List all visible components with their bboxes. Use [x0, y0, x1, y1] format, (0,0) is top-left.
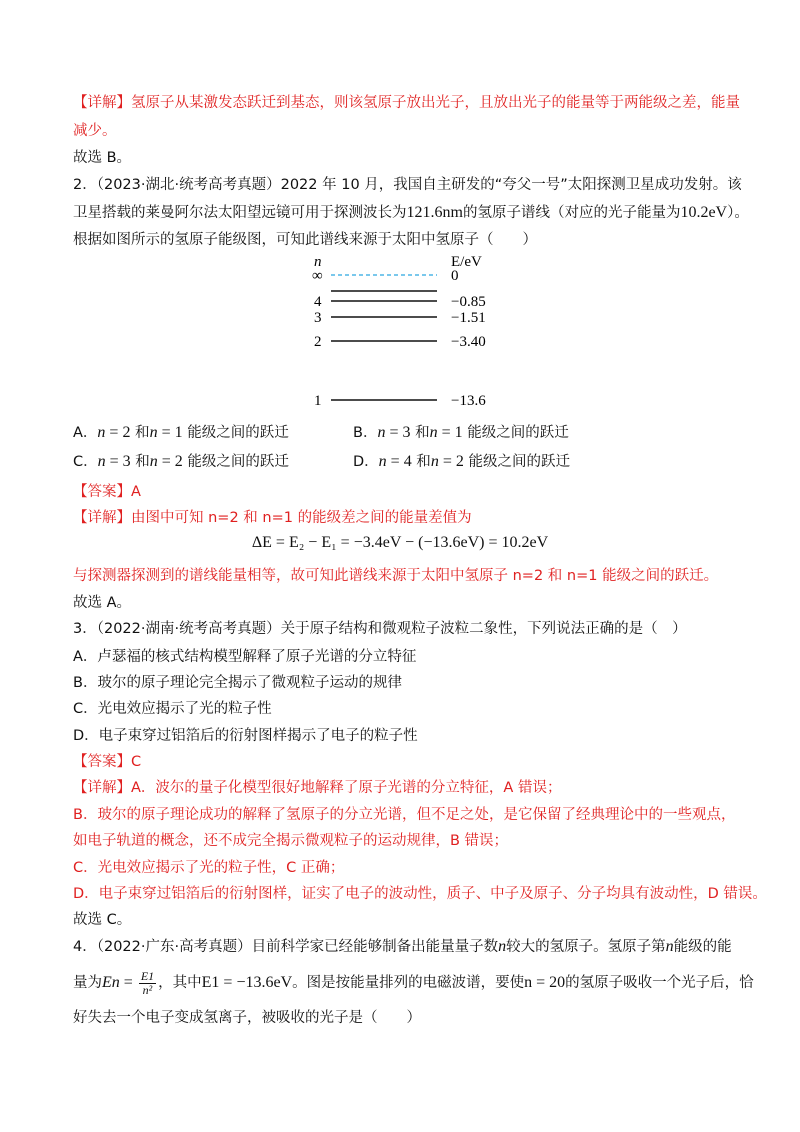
level-energy-label: −13.6: [451, 393, 486, 406]
q3-option-d[interactable]: D．电子束穿过铝箔后的衍射图样揭示了电子的粒子性: [73, 728, 418, 744]
q2-stem-line-2: 卫星搭载的莱曼阿尔法太阳望远镜可用于探测波长为121.6nm的氢原子谱线（对应的光子能量为10.2eV）。: [73, 204, 749, 221]
q3-detail-line-2: B．玻尔的原子理论成功的解释了氢原子的分立光谱，但不足之处，是它保留了经典理论中的一些观点，: [73, 807, 736, 823]
q3-detail-line-4: C．光电效应揭示了光的粒子性，C 正确；: [73, 860, 345, 876]
q4-stem-line-3: 好失去一个电子变成氢离子，被吸收的光子是（ ）: [73, 1010, 421, 1026]
level-n-label: 3: [314, 310, 322, 326]
q3-option-a[interactable]: A．卢瑟福的核式结构模型解释了原子光谱的分立特征: [73, 649, 417, 665]
q2-option-b[interactable]: B．n = 3 和n = 1 能级之间的跃迁: [353, 424, 569, 441]
q2-answer: 【答案】A: [73, 484, 141, 500]
q2-option-c[interactable]: C．n = 3 和n = 2 能级之间的跃迁: [73, 453, 289, 470]
prev-detail-line-2: 减少。: [73, 123, 117, 139]
energy-symbol: En: [102, 974, 120, 991]
level-n-label: 4: [314, 294, 322, 310]
level-n-label: 2: [314, 334, 322, 350]
q2-detail-line-1: 【详解】由图中可知 n=2 和 n=1 的能级差之间的能量差值为: [73, 510, 472, 526]
q3-option-c[interactable]: C．光电效应揭示了光的粒子性: [73, 701, 272, 717]
q3-answer: 【答案】C: [73, 754, 142, 770]
q3-detail-line-3: 如电子轨道的概念，还不成完全揭示微观粒子的运动规律，B 错误；: [73, 833, 509, 849]
q3-detail-line-5: D．电子束穿过铝箔后的衍射图样，证实了电子的波动性，质子、中子及原子、分子均具有波动性，D 错误。: [73, 886, 767, 902]
wavelength-value: 121.6nm: [406, 204, 463, 221]
prev-conclusion: 故选 B。: [73, 150, 132, 166]
level-energy-label: −3.40: [451, 334, 486, 350]
q2-equation: ΔE = E₂ − E₁ = −3.4eV − (−13.6eV) = 10.2eV: [251, 534, 549, 551]
q4-stem-line-1: 4．（2022·广东·高考真题）目前科学家已经能够制备出能量量子数n较大的氢原子。氢原子第n能级的能: [73, 938, 732, 955]
n-axis-header: n: [314, 254, 322, 270]
q3-stem: 3．（2022·湖南·统考高考真题）关于原子结构和微观粒子波粒二象性，下列说法正确的是（ ）: [73, 621, 687, 637]
q4-stem-line-2: 量为En = $\frac{E1}{\text{n²}}$ ，其中E1 = −13.6eV。图是按能量排列的电磁波谱，要使n = 20的氢原子吸收一个光子后，恰: [73, 968, 754, 997]
q2-option-a[interactable]: A．n = 2 和n = 1 能级之间的跃迁: [73, 424, 289, 441]
energy-fraction: $\frac{E1}{\text{n²}}$: [140, 968, 155, 997]
q3-option-b[interactable]: B．玻尔的原子理论完全揭示了微观粒子运动的规律: [73, 675, 402, 691]
level-n-label: ∞: [312, 268, 323, 284]
q2-conclusion: 故选 A。: [73, 595, 132, 611]
q3-detail-line-1: 【详解】A．波尔的量子化模型很好地解释了原子光谱的分立特征，A 错误；: [73, 780, 562, 796]
prev-detail-line-1: 【详解】氢原子从某激发态跃迁到基态，则该氢原子放出光子，且放出光子的能量等于两能级之差，能量: [73, 95, 740, 111]
level-energy-label: 0: [451, 268, 459, 284]
photon-energy-value: 10.2eV: [680, 204, 728, 221]
energy-axis-header: E/eV: [451, 254, 482, 270]
level-energy-label: −0.85: [451, 294, 486, 310]
q3-conclusion: 故选 C。: [73, 912, 132, 928]
level-energy-label: −1.51: [451, 310, 486, 326]
q2-option-d[interactable]: D．n = 4 和n = 2 能级之间的跃迁: [353, 453, 570, 470]
q2-detail-line-2: 与探测器探测到的谱线能量相等，故可知此谱线来源于太阳中氢原子 n=2 和 n=1 能级之间的跃迁。: [73, 568, 719, 584]
detail-tag: 【详解】: [73, 95, 131, 111]
q2-stem-line-3: 根据如图所示的氢原子能级图，可知此谱线来源于太阳中氢原子（ ）: [73, 232, 537, 248]
q2-stem-line-1: 2．（2023·湖北·统考高考真题）2022 年 10 月，我国自主研发的“夸父一号”太阳探测卫星成功发射。该: [73, 177, 742, 193]
level-n-label: 1: [314, 393, 322, 406]
energy-level-diagram: [0, 246, 800, 406]
